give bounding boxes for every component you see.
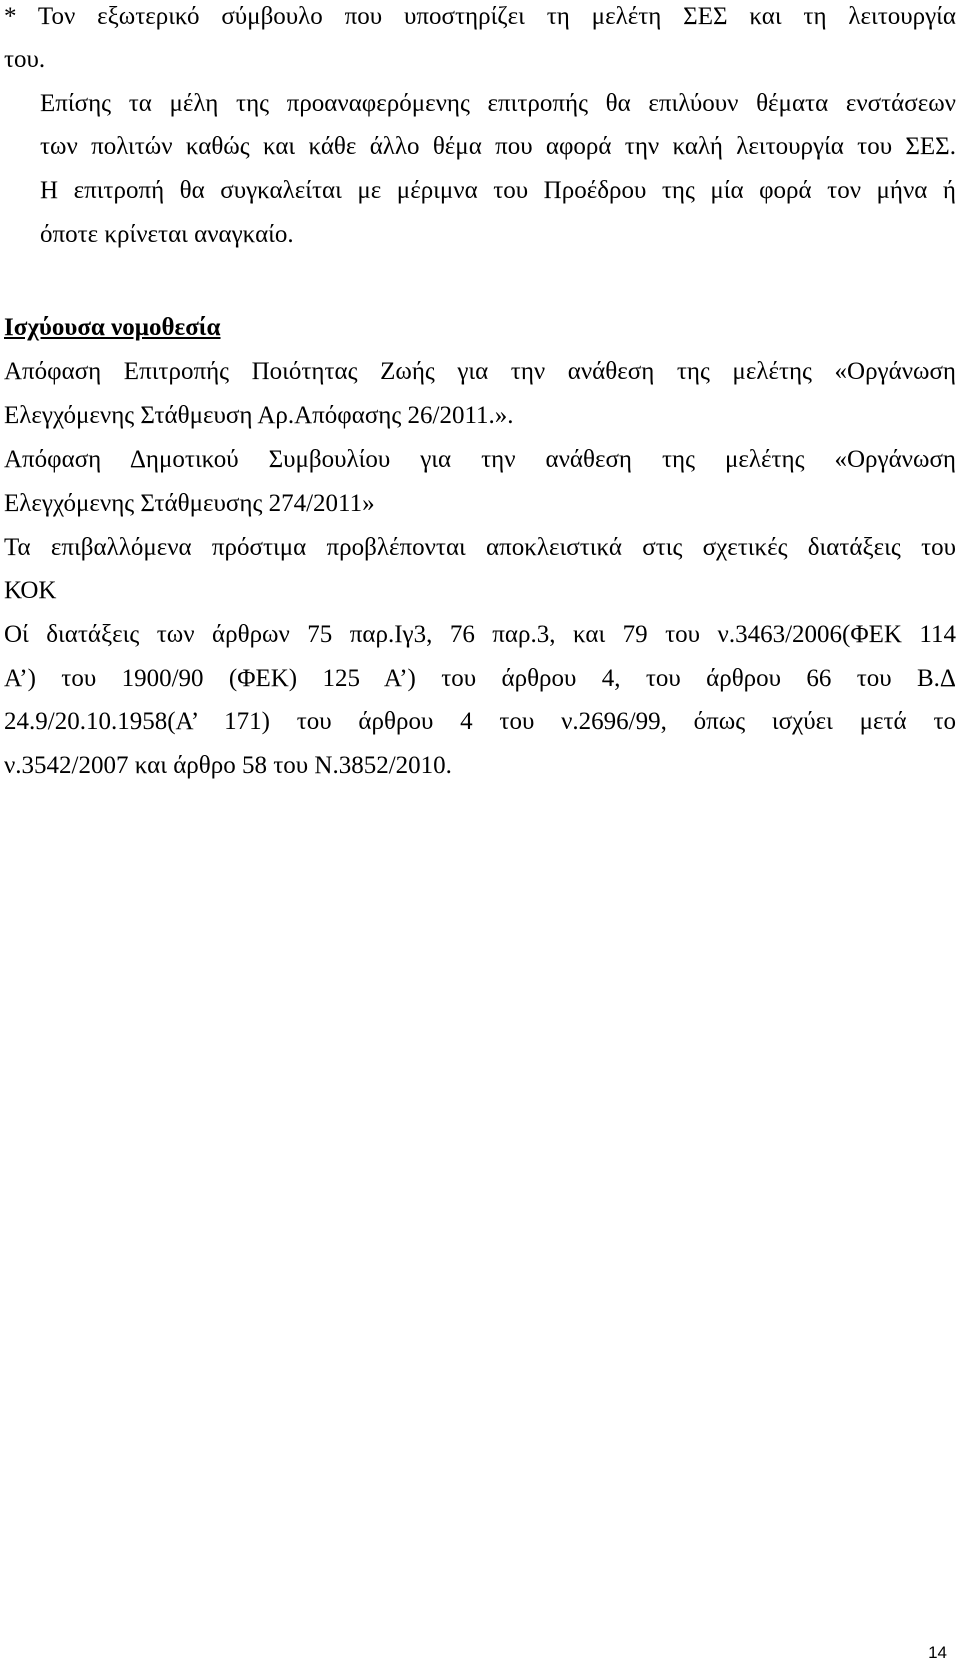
text-line: ν.3542/2007 και άρθρο 58 του Ν.3852/2010. (4, 752, 452, 779)
text-line: του. (4, 46, 46, 73)
text-line: ΚΟΚ (4, 577, 57, 604)
text-line: Ελεγχόμενης Στάθμευσης 274/2011» (4, 490, 375, 517)
text-line: Οί διατάξεις των άρθρων 75 παρ.Ιγ3, 76 παρ.3, και 79 του ν.3463/2006(ΦΕΚ 114 (4, 621, 956, 648)
text-line: Α’) του 1900/90 (ΦΕΚ) 125 Α’) του άρθρου 4, του άρθρου 66 του Β.Δ (4, 665, 956, 692)
text-line: 24.9/20.10.1958(Α’ 171) του άρθρου 4 του ν.2696/99, όπως ισχύει μετά το (4, 708, 956, 735)
text-line: όποτε κρίνεται αναγκαίο. (40, 221, 294, 248)
text-line: Η επιτροπή θα συγκαλείται με μέριμνα του Προέδρου της μία φορά τον μήνα ή (40, 177, 956, 204)
page-number: 14 (928, 1643, 947, 1662)
text-line: * Τον εξωτερικό σύμβουλο που υποστηρίζει τη μελέτη ΣΕΣ και τη λειτουργία (4, 3, 956, 30)
section-heading: Ισχύουσα νομοθεσία (4, 314, 221, 341)
text-line: Ελεγχόμενης Στάθμευση Αρ.Απόφασης 26/2011.». (4, 402, 514, 429)
text-line: των πολιτών καθώς και κάθε άλλο θέμα που αφορά την καλή λειτουργία του ΣΕΣ. (40, 133, 956, 160)
text-line: Επίσης τα μέλη της προαναφερόμενης επιτροπής θα επιλύουν θέματα ενστάσεων (40, 90, 956, 117)
text-line: Τα επιβαλλόμενα πρόστιμα προβλέπονται αποκλειστικά στις σχετικές διατάξεις του (4, 534, 956, 561)
text-line: Απόφαση Επιτροπής Ποιότητας Ζωής για την ανάθεση της μελέτης «Οργάνωση (4, 358, 956, 385)
text-line: Απόφαση Δημοτικού Συμβουλίου για την ανάθεση της μελέτης «Οργάνωση (4, 446, 956, 473)
